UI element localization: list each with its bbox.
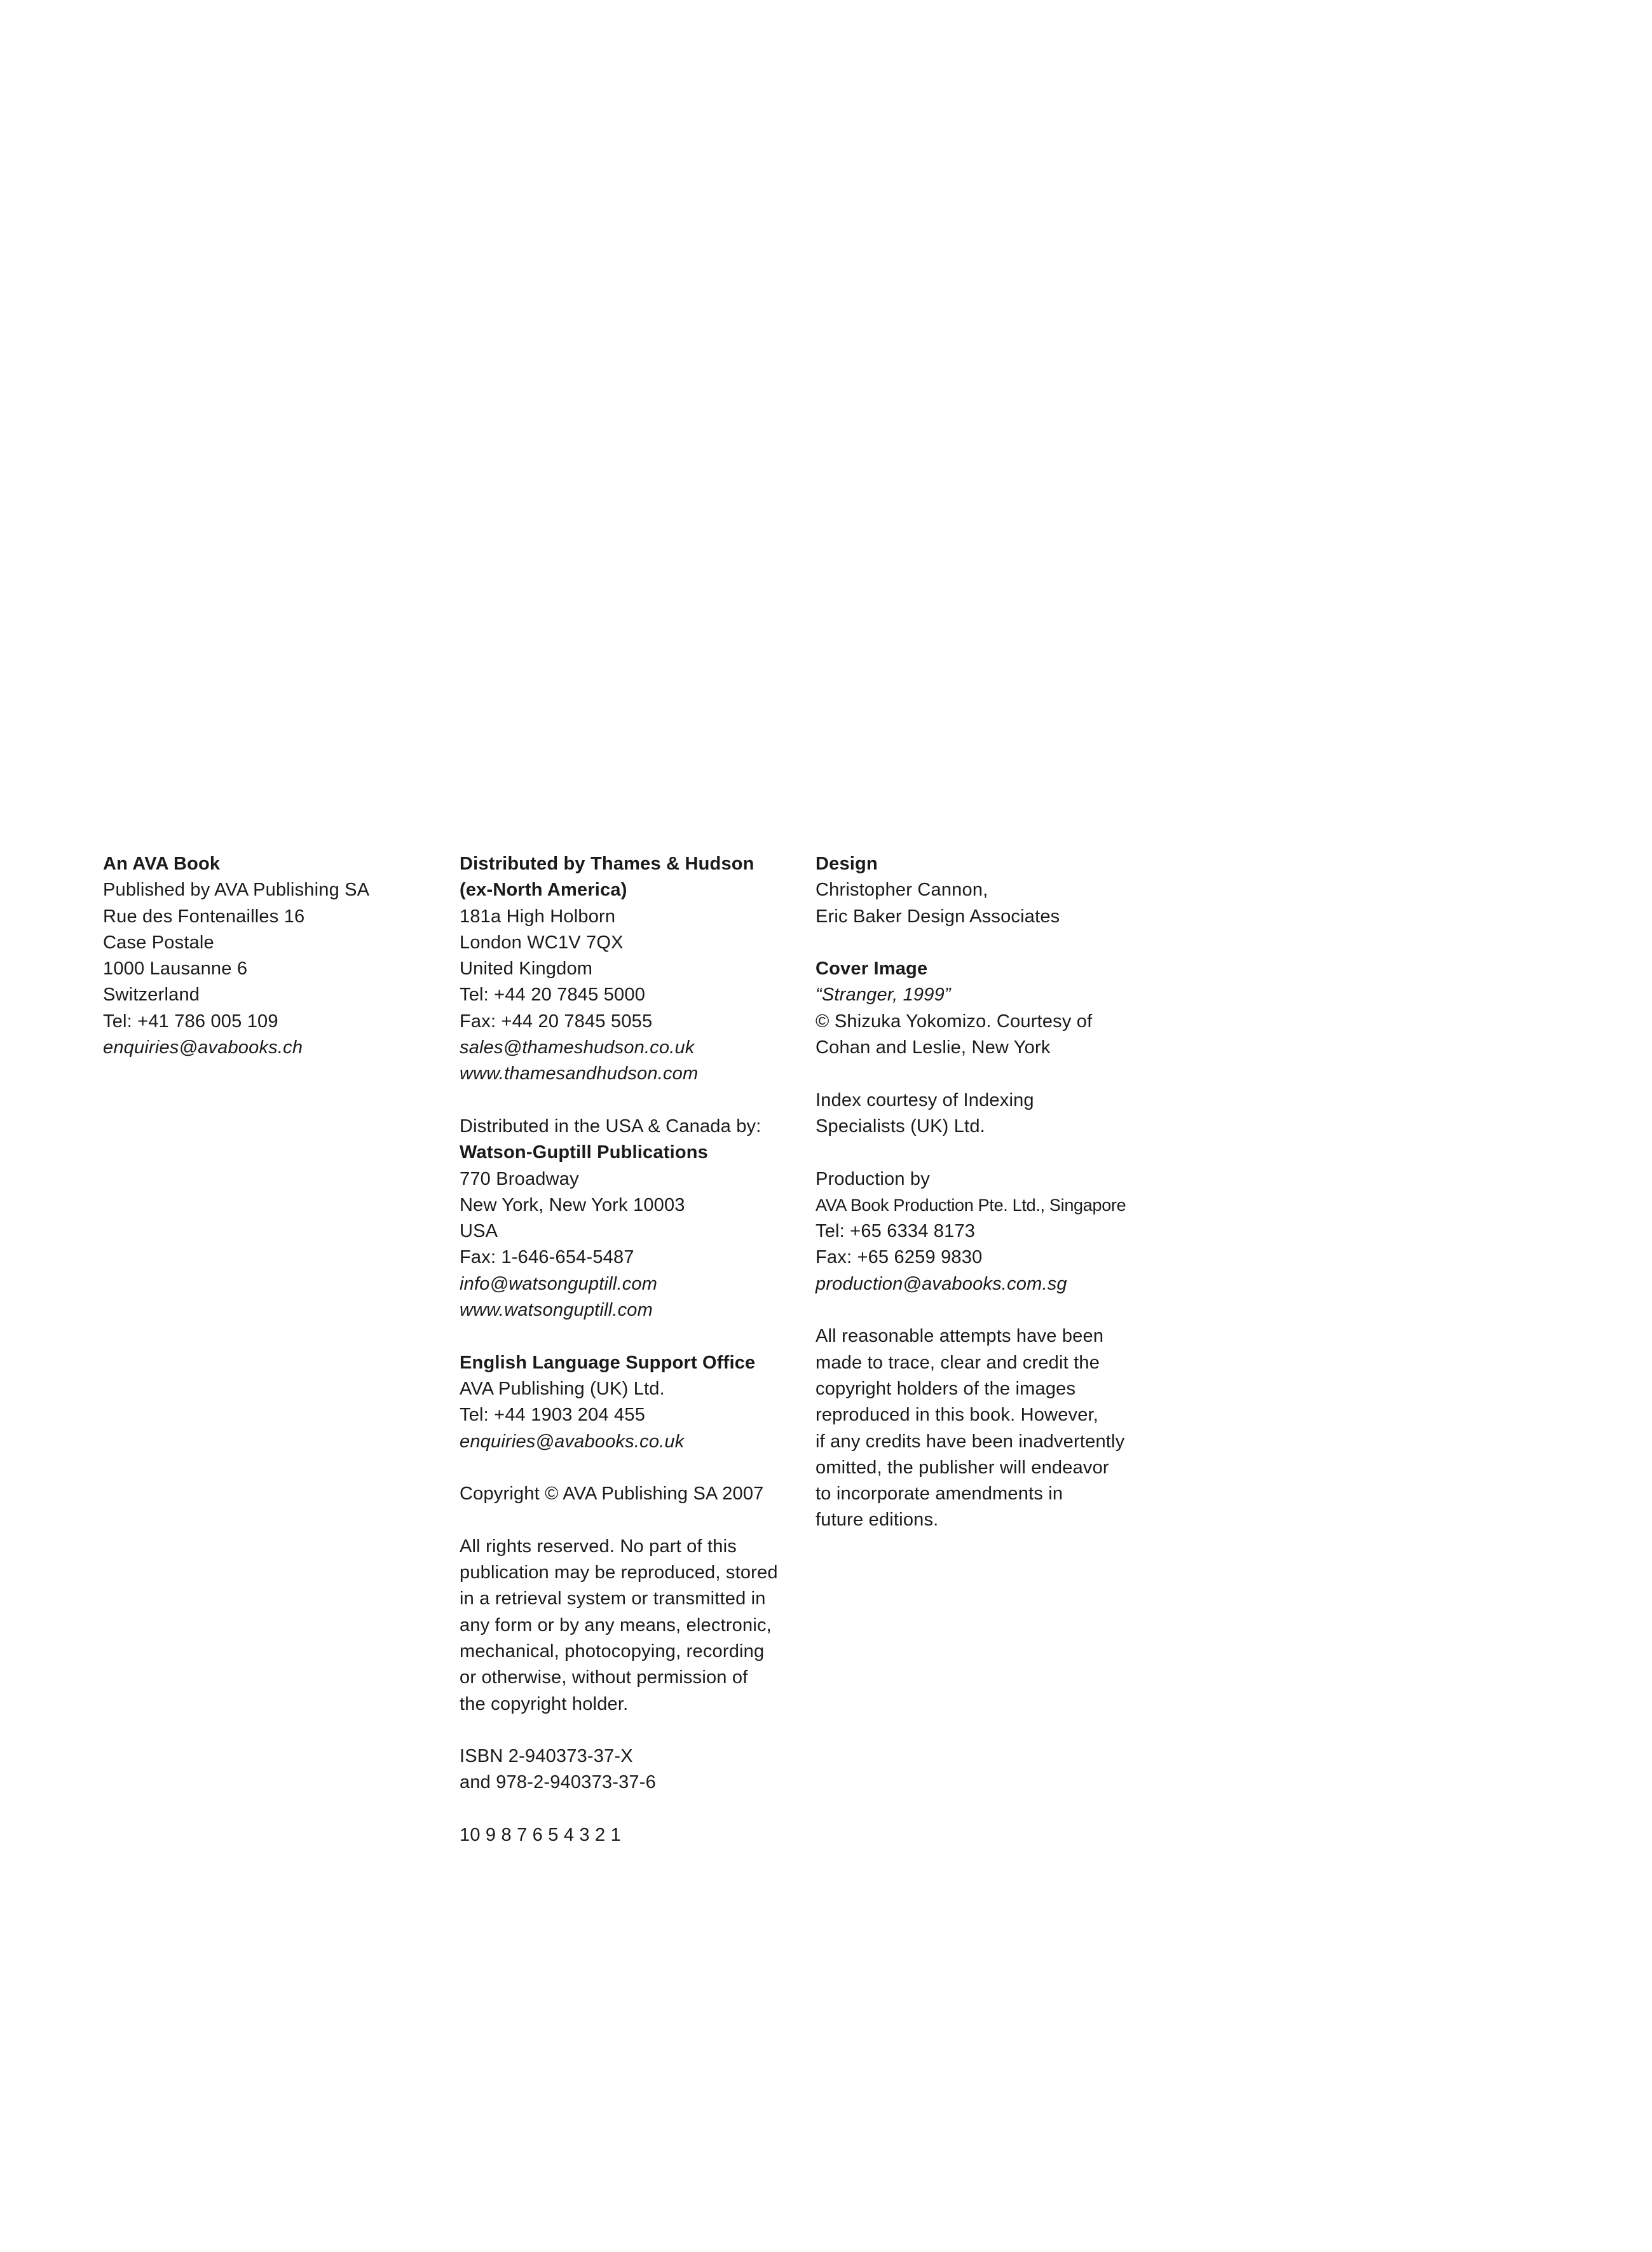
cover-title: “Stranger, 1999” xyxy=(816,985,951,1006)
production-line: Fax: +65 6259 9830 xyxy=(816,1247,983,1268)
spacer xyxy=(460,1717,803,1744)
index-line: Index courtesy of Indexing xyxy=(816,1089,1034,1110)
spacer xyxy=(816,930,1171,956)
spacer xyxy=(816,1297,1171,1323)
isbn-line: and 978-2-940373-37-6 xyxy=(460,1772,656,1793)
spacer xyxy=(460,1455,803,1481)
spacer xyxy=(816,1140,1171,1166)
usa-line: New York, New York 10003 xyxy=(460,1194,685,1215)
distributor-line: United Kingdom xyxy=(460,959,593,979)
publisher-heading: An AVA Book xyxy=(103,854,221,874)
usa-heading: Watson-Guptill Publications xyxy=(460,1142,708,1163)
distributor-line: Fax: +44 20 7845 5055 xyxy=(460,1011,653,1032)
spacer xyxy=(460,1088,803,1114)
cover-line: Cohan and Leslie, New York xyxy=(816,1037,1051,1058)
usa-intro: Distributed in the USA & Canada by: xyxy=(460,1116,761,1136)
cover-heading: Cover Image xyxy=(816,959,928,979)
usa-web: www.watsonguptill.com xyxy=(460,1300,653,1321)
disclaimer-line: All reasonable attempts have been xyxy=(816,1326,1104,1347)
production-email: production@avabooks.com.sg xyxy=(816,1273,1067,1294)
disclaimer-line: copyright holders of the images xyxy=(816,1378,1076,1399)
publisher-line: Published by AVA Publishing SA xyxy=(103,880,370,901)
disclaimer-line: made to trace, clear and credit the xyxy=(816,1352,1100,1373)
rights-line: All rights reserved. No part of this xyxy=(460,1536,737,1557)
index-line: Specialists (UK) Ltd. xyxy=(816,1116,985,1136)
support-line: AVA Publishing (UK) Ltd. xyxy=(460,1378,665,1399)
usa-line: 770 Broadway xyxy=(460,1168,579,1189)
distributor-line: London WC1V 7QX xyxy=(460,932,624,953)
disclaimer-line: reproduced in this book. However, xyxy=(816,1405,1099,1426)
distributor-line: 181a High Holborn xyxy=(460,906,616,927)
rights-line: in a retrieval system or transmitted in xyxy=(460,1588,766,1609)
publisher-line: 1000 Lausanne 6 xyxy=(103,959,248,979)
disclaimer-line: to incorporate amendments in xyxy=(816,1484,1063,1505)
support-line: Tel: +44 1903 204 455 xyxy=(460,1405,646,1426)
disclaimer-line: future editions. xyxy=(816,1510,939,1531)
cover-line: © Shizuka Yokomizo. Courtesy of xyxy=(816,1011,1093,1032)
rights-line: the copyright holder. xyxy=(460,1693,629,1714)
copyright-line: Copyright © AVA Publishing SA 2007 xyxy=(460,1484,764,1505)
usa-line: Fax: 1-646-654-5487 xyxy=(460,1247,634,1268)
spacer xyxy=(460,1796,803,1822)
design-line: Eric Baker Design Associates xyxy=(816,906,1060,927)
spacer xyxy=(460,1323,803,1349)
publisher-email: enquiries@avabooks.ch xyxy=(103,1037,303,1058)
publisher-line: Tel: +41 786 005 109 xyxy=(103,1011,278,1032)
distributor-web: www.thamesandhudson.com xyxy=(460,1063,699,1084)
production-line: Tel: +65 6334 8173 xyxy=(816,1221,976,1242)
rights-line: or otherwise, without permission of xyxy=(460,1667,748,1688)
distributor-line: Tel: +44 20 7845 5000 xyxy=(460,985,646,1006)
publisher-line: Rue des Fontenailles 16 xyxy=(103,906,305,927)
support-email: enquiries@avabooks.co.uk xyxy=(460,1431,685,1452)
distributor-email: sales@thameshudson.co.uk xyxy=(460,1037,695,1058)
spacer xyxy=(460,1507,803,1533)
design-line: Christopher Cannon, xyxy=(816,880,988,901)
support-heading: English Language Support Office xyxy=(460,1352,756,1373)
production-company: AVA Book Production Pte. Ltd., Singapore xyxy=(816,1195,1126,1215)
distributor-heading: Distributed by Thames & Hudson xyxy=(460,854,754,874)
publisher-line: Switzerland xyxy=(103,985,200,1006)
credits-column xyxy=(816,851,1171,1534)
distribution-column xyxy=(460,851,803,1848)
publisher-column xyxy=(103,851,433,1061)
print-line: 10 9 8 7 6 5 4 3 2 1 xyxy=(460,1824,621,1845)
spacer xyxy=(816,1061,1171,1087)
isbn-line: ISBN 2-940373-37-X xyxy=(460,1746,633,1767)
disclaimer-line: omitted, the publisher will endeavor xyxy=(816,1457,1109,1478)
production-label: Production by xyxy=(816,1168,930,1189)
distributor-region: (ex-North America) xyxy=(460,880,627,901)
rights-line: publication may be reproduced, stored xyxy=(460,1562,778,1583)
publisher-line: Case Postale xyxy=(103,932,214,953)
disclaimer-line: if any credits have been inadvertently xyxy=(816,1431,1125,1452)
design-heading: Design xyxy=(816,854,878,874)
usa-email: info@watsonguptill.com xyxy=(460,1273,658,1294)
rights-line: mechanical, photocopying, recording xyxy=(460,1641,765,1662)
rights-line: any form or by any means, electronic, xyxy=(460,1614,772,1635)
usa-line: USA xyxy=(460,1221,498,1242)
